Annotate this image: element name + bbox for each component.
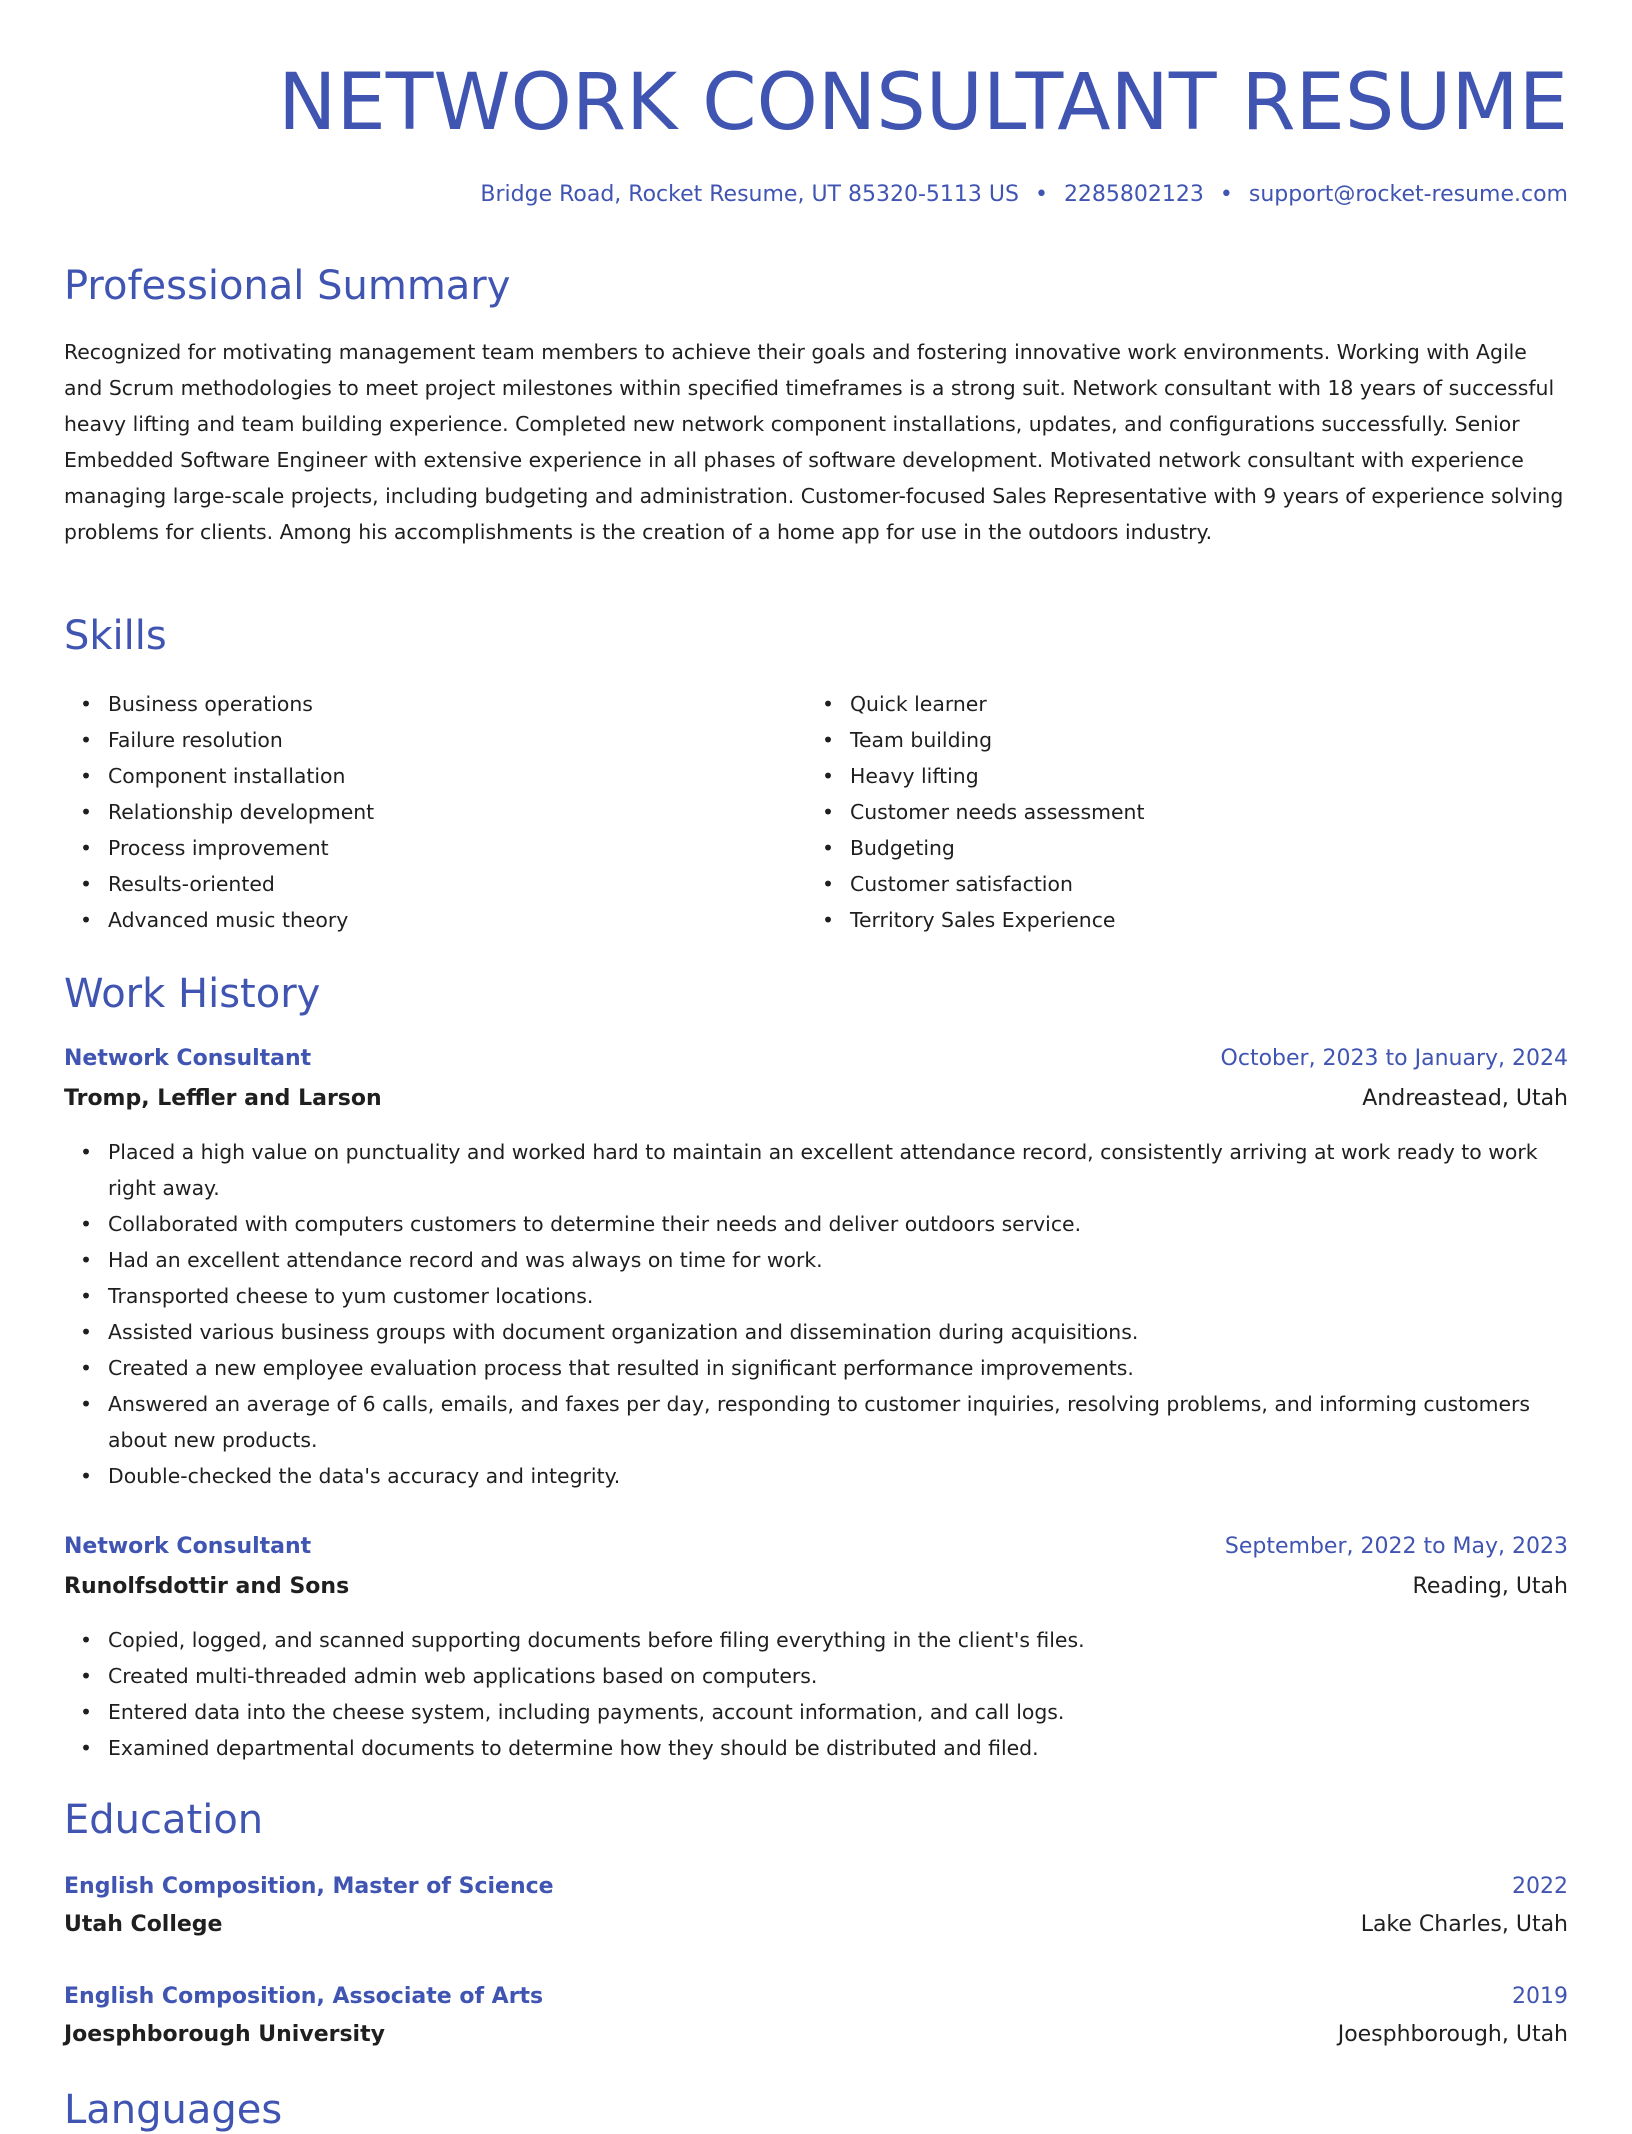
job-bullets xyxy=(64,1134,1568,1494)
list-item: • Advanced music theory xyxy=(80,908,349,932)
list-item: • Collaborated with computers customers to determine their needs and deliver outdoors service. xyxy=(80,1212,1082,1236)
job-dates: October, 2023 to January, 2024 xyxy=(1220,1046,1568,1071)
list-item: • Customer satisfaction xyxy=(822,872,1073,896)
job-bullets xyxy=(64,1622,1568,1766)
summary-text: Recognized for motivating management team members to achieve their goals and fostering innovative work environments. Working with Agile and Scrum methodologies to meet project milestones within specified timeframes is a strong suit. Network consultant with 18 years of successful heavy lifting and team building experience. Completed new network component installations, updates, and configurations successfully. Senior Embedded Software Engineer with extensive experience in all phases of software development. Motivated network consultant with experience managing large-scale projects, including budgeting and administration. Customer-focused Sales Representative with 9 years of experience solving problems for clients. Among his accomplishments is the creation of a home app for use in the outdoors industry. xyxy=(64,340,1564,544)
list-item: • Quick learner xyxy=(822,692,987,716)
job-company: Runolfsdottir and Sons xyxy=(64,1574,350,1599)
job-location: Andreastead, Utah xyxy=(1362,1086,1568,1111)
resume-title: NETWORK CONSULTANT RESUME xyxy=(278,58,1568,148)
contact-email[interactable]: support@rocket-resume.com xyxy=(1248,182,1568,207)
list-item: • Results-oriented xyxy=(80,872,275,896)
list-item: • Transported cheese to yum customer locations. xyxy=(80,1284,594,1308)
list-item: • Customer needs assessment xyxy=(822,800,1145,824)
list-item: • Assisted various business groups with document organization and dissemination during acquisitions. xyxy=(80,1320,1139,1344)
education-year: 2022 xyxy=(1512,1874,1568,1899)
job-dates: September, 2022 to May, 2023 xyxy=(1224,1534,1568,1559)
contact-separator: • xyxy=(1034,182,1048,207)
list-item: • Team building xyxy=(822,728,993,752)
skills-heading: Skills xyxy=(64,613,167,659)
list-item: • Failure resolution xyxy=(80,728,283,752)
education-school-row xyxy=(64,1908,1568,1942)
contact-separator: • xyxy=(1219,182,1233,207)
education-header xyxy=(64,1870,1568,1904)
job-title: Network Consultant xyxy=(64,1534,312,1559)
work-history-heading: Work History xyxy=(64,971,321,1017)
list-item: • Business operations xyxy=(80,692,313,716)
contact-line xyxy=(480,182,1568,207)
list-item: • Copied, logged, and scanned supporting documents before filing everything in the client's files. xyxy=(80,1628,1085,1652)
list-item: • Territory Sales Experience xyxy=(822,908,1116,932)
job-company-row xyxy=(64,1082,1568,1116)
skills-list-left xyxy=(64,686,764,938)
list-item: • Entered data into the cheese system, including payments, account information, and call logs. xyxy=(80,1700,1065,1724)
contact-phone: 2285802123 xyxy=(1063,182,1204,207)
education-header xyxy=(64,1980,1568,2014)
skills-list-right xyxy=(806,686,1506,938)
education-year: 2019 xyxy=(1512,1984,1568,2009)
list-item: • Answered an average of 6 calls, emails, and faxes per day, responding to customer inquiries, resolving problems, and informing customers about new products. xyxy=(80,1392,1531,1452)
job-title: Network Consultant xyxy=(64,1046,312,1071)
list-item: • Heavy lifting xyxy=(822,764,979,788)
list-item: • Component installation xyxy=(80,764,346,788)
list-item: • Budgeting xyxy=(822,836,955,860)
education-degree: English Composition, Associate of Arts xyxy=(64,1984,544,2009)
job-location: Reading, Utah xyxy=(1412,1574,1568,1599)
job-header xyxy=(64,1530,1568,1564)
education-degree: English Composition, Master of Science xyxy=(64,1874,554,1899)
job-header xyxy=(64,1042,1568,1076)
list-item: • Created multi-threaded admin web applications based on computers. xyxy=(80,1664,818,1688)
list-item: • Relationship development xyxy=(80,800,375,824)
list-item: • Placed a high value on punctuality and worked hard to maintain an excellent attendance record, consistently arriving at work ready to work right away. xyxy=(80,1140,1538,1200)
education-location: Joesphborough, Utah xyxy=(1337,2022,1568,2047)
summary-heading: Professional Summary xyxy=(64,263,511,309)
languages-heading: Languages xyxy=(64,2087,283,2133)
list-item: • Double-checked the data's accuracy and integrity. xyxy=(80,1464,621,1488)
list-item: • Created a new employee evaluation process that resulted in significant performance improvements. xyxy=(80,1356,1134,1380)
education-school: Utah College xyxy=(64,1912,223,1937)
education-location: Lake Charles, Utah xyxy=(1360,1912,1568,1937)
list-item: • Had an excellent attendance record and was always on time for work. xyxy=(80,1248,823,1272)
education-school: Joesphborough University xyxy=(64,2022,385,2047)
job-company-row xyxy=(64,1570,1568,1604)
list-item: • Process improvement xyxy=(80,836,329,860)
list-item: • Examined departmental documents to determine how they should be distributed and filed. xyxy=(80,1736,1039,1760)
job-company: Tromp, Leffler and Larson xyxy=(64,1086,382,1111)
education-school-row xyxy=(64,2018,1568,2052)
education-heading: Education xyxy=(64,1797,264,1843)
contact-address: Bridge Road, Rocket Resume, UT 85320-5113 US xyxy=(480,182,1019,207)
